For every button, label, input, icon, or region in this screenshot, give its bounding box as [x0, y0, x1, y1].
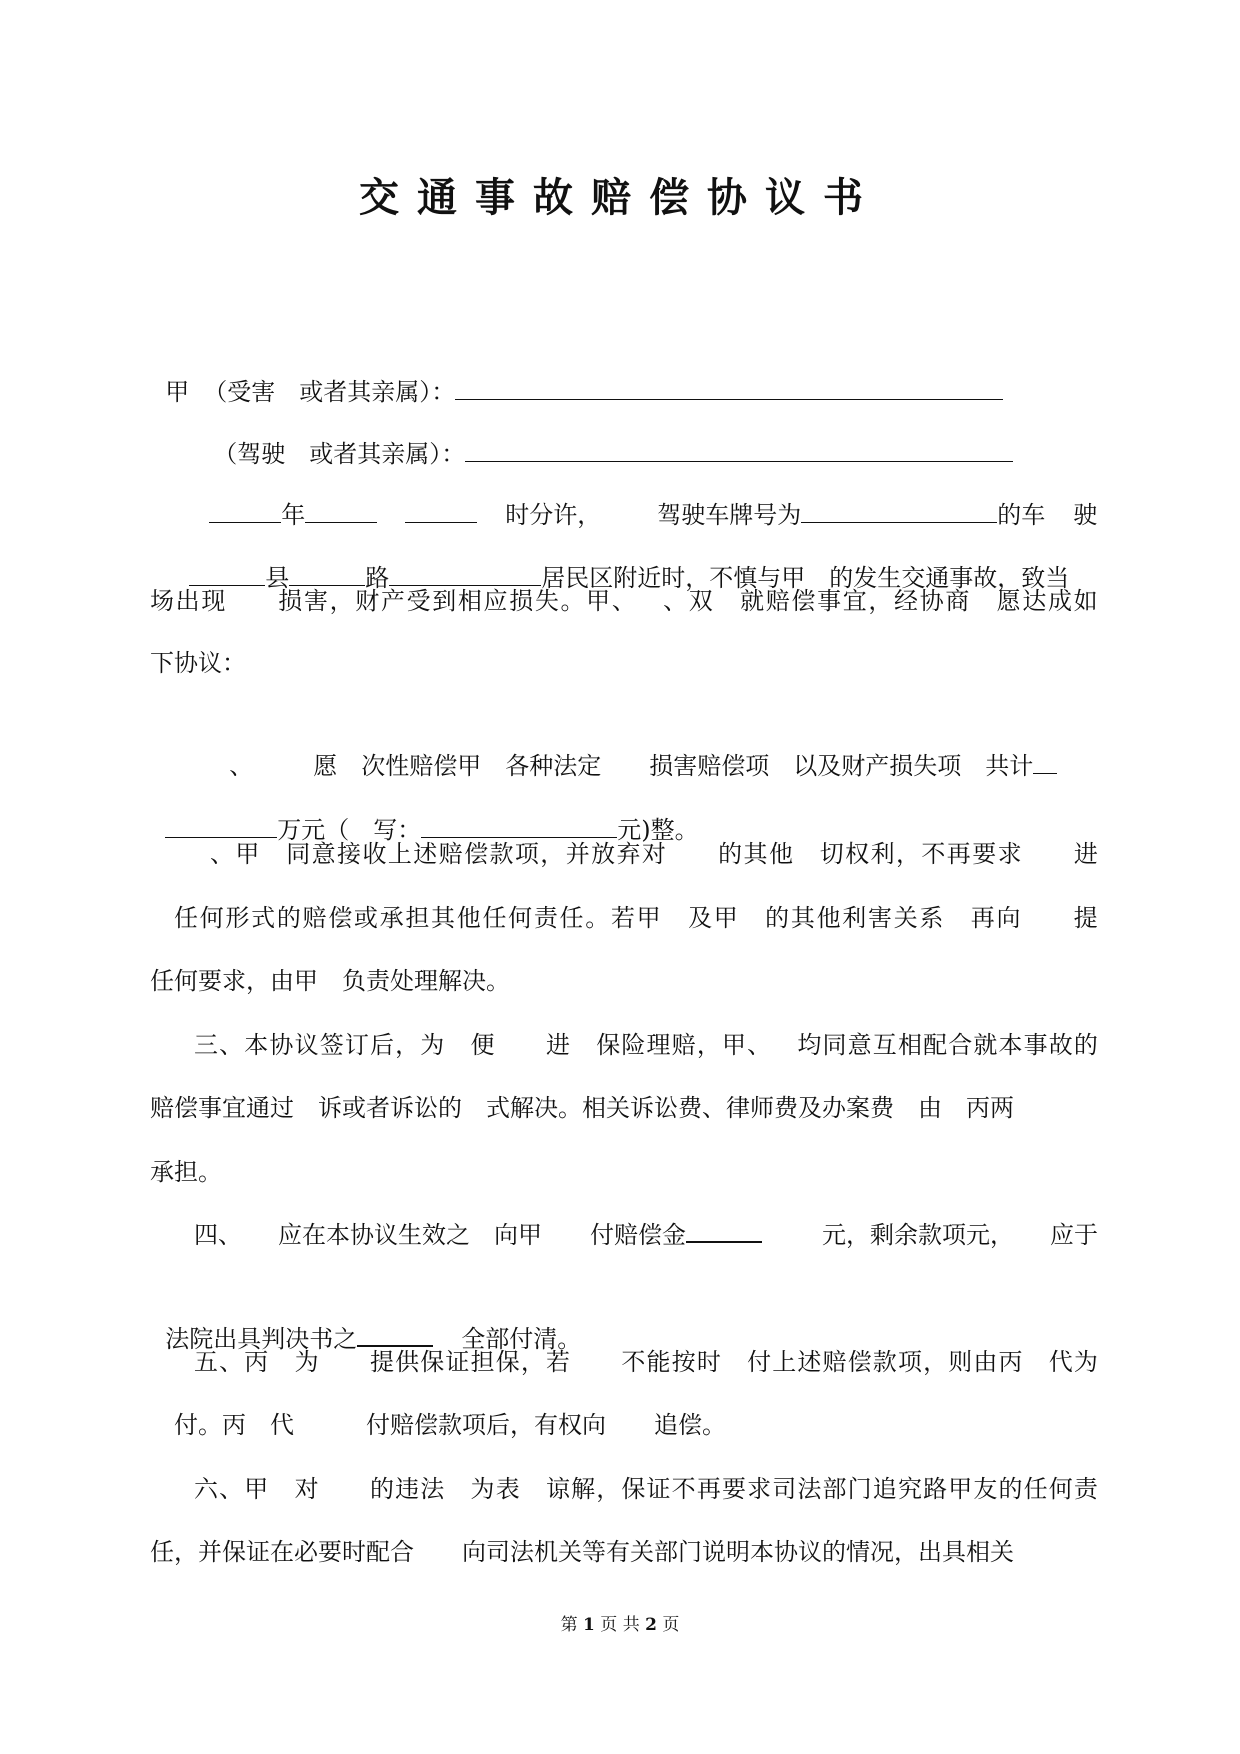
- intro-line-2-text: 居民区附近时，不慎与甲 的发生交通事故，致当: [541, 564, 1070, 592]
- drive-label: 驶: [1073, 501, 1098, 529]
- party-a-desc: （受害 或者其亲属）：: [203, 378, 456, 406]
- footer-mid: 页 共: [600, 1615, 640, 1635]
- footer-total-pages: 2: [645, 1615, 657, 1635]
- clause-2-line-3: 任何要求，由甲 负责处理解决。: [150, 967, 510, 995]
- clause-4-end: 全部付清。: [461, 1325, 582, 1353]
- clause-4-line-2-text: 法院出具判决书之: [165, 1325, 358, 1353]
- clause-2-line-1: 、 甲 同 意 接 收 上 述 赔 偿 款 项 ， 并 放 弃 对 的 其 他 切 权 利 ， 不 再 要 求 进: [210, 840, 1098, 868]
- document-title: 交通事故赔偿协议书: [359, 175, 881, 221]
- intro-line-4: 下协议：: [150, 649, 246, 677]
- clause-2-line-2: 任 何 形 式 的 赔 偿 或 承 担 其 他 任 何 责 任 。 若 甲 及 甲 的 其 他 利 害 关 系 再 向 提: [174, 904, 1098, 932]
- county-label: 县: [265, 564, 290, 592]
- clause-1-line-2: [150, 770, 699, 844]
- clause-4-line-1-left: [194, 1215, 762, 1255]
- clause-1-line-1: [214, 706, 1057, 780]
- intro-line-2: [174, 518, 1070, 592]
- clause-3-line-2: 赔偿事宜通过 诉或者诉讼的 式解决。相关诉讼费、律师费及办案费 由 丙两: [150, 1094, 1014, 1122]
- footer-suffix: 页: [662, 1615, 680, 1635]
- party-b-desc: （驾驶 或者其亲属）：: [213, 440, 466, 468]
- clause-3-line-1: 三 、 本 协 议 签 订 后 ， 为 便 进 保 险 理 赔 ， 甲 、 均 同 意 互 相 配 合 就 本 事 故 的: [194, 1031, 1098, 1059]
- car-label: 的车: [997, 501, 1046, 529]
- clause-4-text-b: 元，剩余款项元， 应于: [822, 1221, 1098, 1249]
- clause-1-text: 、 愿 次性赔偿甲 各种法定 损害赔偿项 以及财产损失项 共计: [229, 752, 1034, 780]
- clause-1-end: 元)整。: [617, 816, 699, 844]
- clause-4-line-1: [194, 1215, 1098, 1255]
- party-a-label: 甲: [165, 378, 190, 406]
- clause-6-line-1: 六 、 甲 对 的 违 法 为 表 谅 解 ， 保 证 不 再 要 求 司 法 部 门 追 究 路 甲 友 的 任 何 责: [194, 1475, 1098, 1503]
- clause-6-line-2: 任，并保证在必要时配合 向司法机关等有关部门说明本协议的情况，出具相关: [150, 1538, 1014, 1566]
- footer-prefix: 第: [560, 1615, 578, 1635]
- clause-5-line-1: 五 、 丙 为 提 供 保 证 担 保 ， 若 不 能 按 时 付 上 述 赔 偿 款 项 ， 则 由 丙 代 为: [194, 1348, 1098, 1376]
- compensation-blank[interactable]: [686, 1215, 762, 1243]
- plate-label: 驾驶车牌号为: [657, 501, 802, 529]
- total-unit-label: 万元（ 写：: [277, 816, 422, 844]
- clause-4-text-a: 四、 应在本协议生效之 向甲 付赔偿金: [194, 1221, 686, 1249]
- road-label: 路: [365, 564, 390, 592]
- time-label: 时分许，: [505, 501, 602, 529]
- clause-3-line-3: 承担。: [150, 1158, 222, 1186]
- intro-line-3: 场 出 现 损 害 ， 财 产 受 到 相 应 损 失 。 甲 、 、 双 就 赔 偿 事 宜 ， 经 协 商 愿 达 成 如: [150, 587, 1098, 615]
- party-b-line: [198, 394, 1013, 468]
- page-footer: [0, 1613, 1240, 1637]
- clause-5-line-2: 付。丙 代 付赔偿款项后，有权向 追偿。: [174, 1411, 726, 1439]
- year-label: 年: [281, 501, 306, 529]
- party-a-line: [150, 332, 1003, 406]
- total-blank-start[interactable]: [1033, 747, 1057, 774]
- clause-4-line-2: [150, 1279, 582, 1353]
- footer-page-number: 1: [583, 1615, 595, 1635]
- intro-line-1: [194, 455, 1098, 529]
